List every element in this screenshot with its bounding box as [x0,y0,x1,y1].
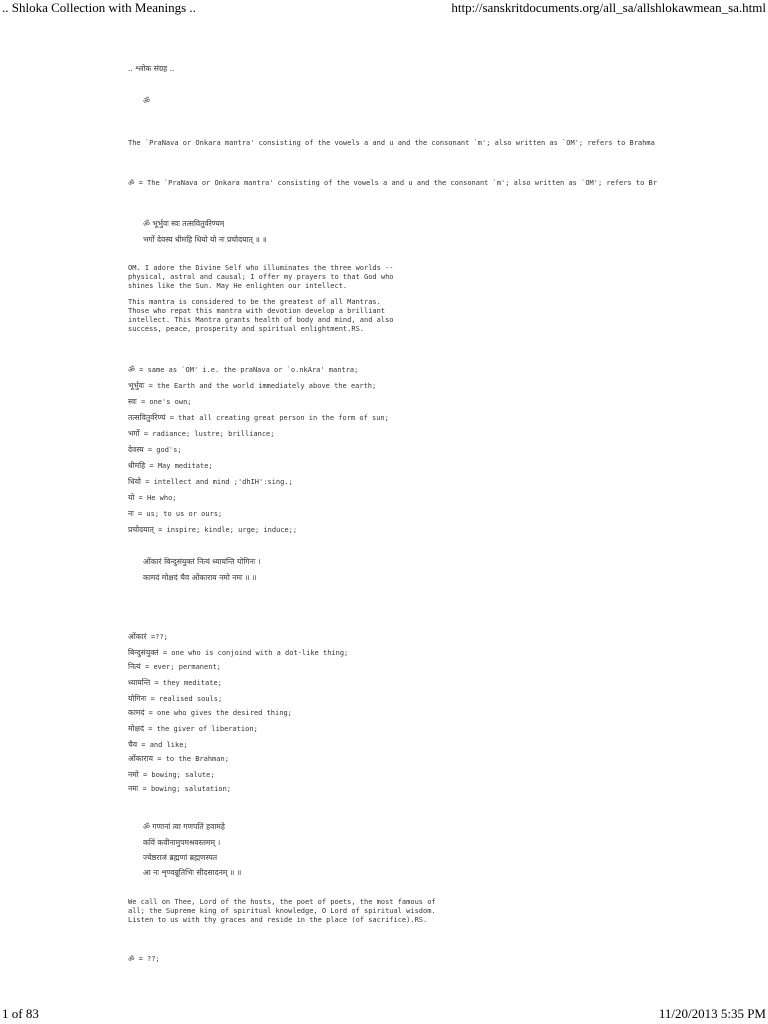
word-meaning-row: भूर्भुवः = the Earth and the world immediately above the earth; [128,381,377,390]
gayatri-note-1: This mantra is considered to be the greatest of all Mantras. [128,298,381,306]
gayatri-meaning-3: shines like the Sun. May He enlighten our intellect. [128,282,348,290]
word-meaning-row: धीमहि = May meditate; [128,461,213,470]
om-definition-line: ॐ = ??; [128,955,160,963]
gayatri-note-3: intellect. This Mantra grants health of body and mind, and also [128,316,394,324]
page-title: .. Shloka Collection with Meanings .. [2,0,196,15]
word-meaning-row: ओंकारं =??; [128,632,168,641]
ganapati-line-3: ज्येष्ठराजं ब्रह्मणां ब्रह्मणस्पत [143,853,218,862]
page-counter: 1 of 83 [2,1006,39,1021]
word-meaning-row: तत्सवितुर्वरेण्यं = that all creating great person in the form of sun; [128,413,389,422]
ganapati-line-4: आ नः शृण्वन्नूतिभिः सीदसादनम् ॥ ॥ [143,868,242,877]
page-url[interactable]: http://sanskritdocuments.org/all_sa/allshlokawmean_sa.html [451,0,766,15]
ganapati-meaning-3: Listen to us with thy graces and reside in the place (of sacrifice).RS. [128,916,428,924]
gayatri-note-2: Those who repat this mantra with devotion develop a brilliant [128,307,386,315]
word-meaning-row: स्वः = one's own; [128,397,192,406]
ganapati-meaning-1: We call on Thee, Lord of the hosts, the poet of poets, the most famous of [128,898,436,906]
word-meaning-row: धियो = intellect and mind ;'dhIH':sing.; [128,477,293,486]
gayatri-meaning-1: OM. I adore the Divine Self who illuminates the three worlds -- [128,264,394,272]
word-meaning-row: नित्यं = ever; permanent; [128,662,221,671]
print-footer [0,1004,768,1024]
ganapati-meaning-2: all; the Supreme king of spiritual knowledge, O Lord of spiritual wisdom. [128,907,436,915]
word-meaning-row: नः = us; to us or ours; [128,509,223,518]
pranava-intro: The `PraNava or Onkara mantra' consisting of the vowels a and u and the consonant `m'; also written as `OM'; refers to Brahma [128,139,655,147]
omkaram-line-1: ओंकारं बिन्दुसंयुक्तं नित्यं ध्यायन्ति योगिनः । [143,557,261,566]
word-meaning-row: यो = He who; [128,493,177,502]
word-meaning-row: चैव = and like; [128,740,188,749]
word-meaning-row: ओंकाराय = to the Brahman; [128,754,229,763]
gayatri-line-1: ॐ भूर्भुवः स्वः तत्सवितुर्वरेण्यम् [143,219,225,228]
gayatri-note-4: success, peace, prosperity and spiritual enlightment.RS. [128,325,365,333]
doc-heading: .. श्लोक संग्रह .. [128,64,175,73]
word-meaning-row: मोक्षदं = the giver of liberation; [128,724,258,733]
om-symbol: ॐ [143,96,150,105]
ganapati-line-2: कविं कवीनामुपमश्रवस्तमम् । [143,838,221,847]
ganapati-line-1: ॐ गणानां त्वा गणपतिं हवामहे [143,822,225,831]
word-meaning-row: योगिनः = realised souls; [128,694,223,703]
gayatri-line-2: भर्गो देवस्य धीमहि धियो यो नः प्रचोदयात् ॥ ॥ [143,235,267,244]
word-meaning-row: देवस्य = god's; [128,445,182,454]
omkaram-line-2: कामदं मोक्षदं चैव ओंकाराय नमो नमः ॥ ॥ [143,573,257,582]
word-meaning-row: नमः = bowing; salutation; [128,784,232,793]
word-meaning-row: प्रचोदयात् = inspire; kindle; urge; induce;; [128,525,298,534]
word-meaning-row: कामदं = one who gives the desired thing; [128,708,292,717]
pranava-definition: ॐ = The `PraNava or Onkara mantra' consisting of the vowels a and u and the consonant `m'; also written as `OM'; refers to Br [128,179,657,187]
print-timestamp: 11/20/2013 5:35 PM [658,1006,766,1021]
word-meaning-row: बिन्दुसंयुक्तं = one who is conjoind with a dot-like thing; [128,648,349,657]
word-meaning-row: भर्गो = radiance; lustre; brilliance; [128,429,275,438]
word-meaning-row: ध्यायन्ति = they meditate; [128,678,222,687]
gayatri-meaning-2: physical, astral and causal; I offer my prayers to that God who [128,273,394,281]
word-meaning-row: नमो = bowing; salute; [128,770,215,779]
word-meaning-row: ॐ = same as `OM' i.e. the praNava or `o.nkAra' mantra; [128,365,359,374]
